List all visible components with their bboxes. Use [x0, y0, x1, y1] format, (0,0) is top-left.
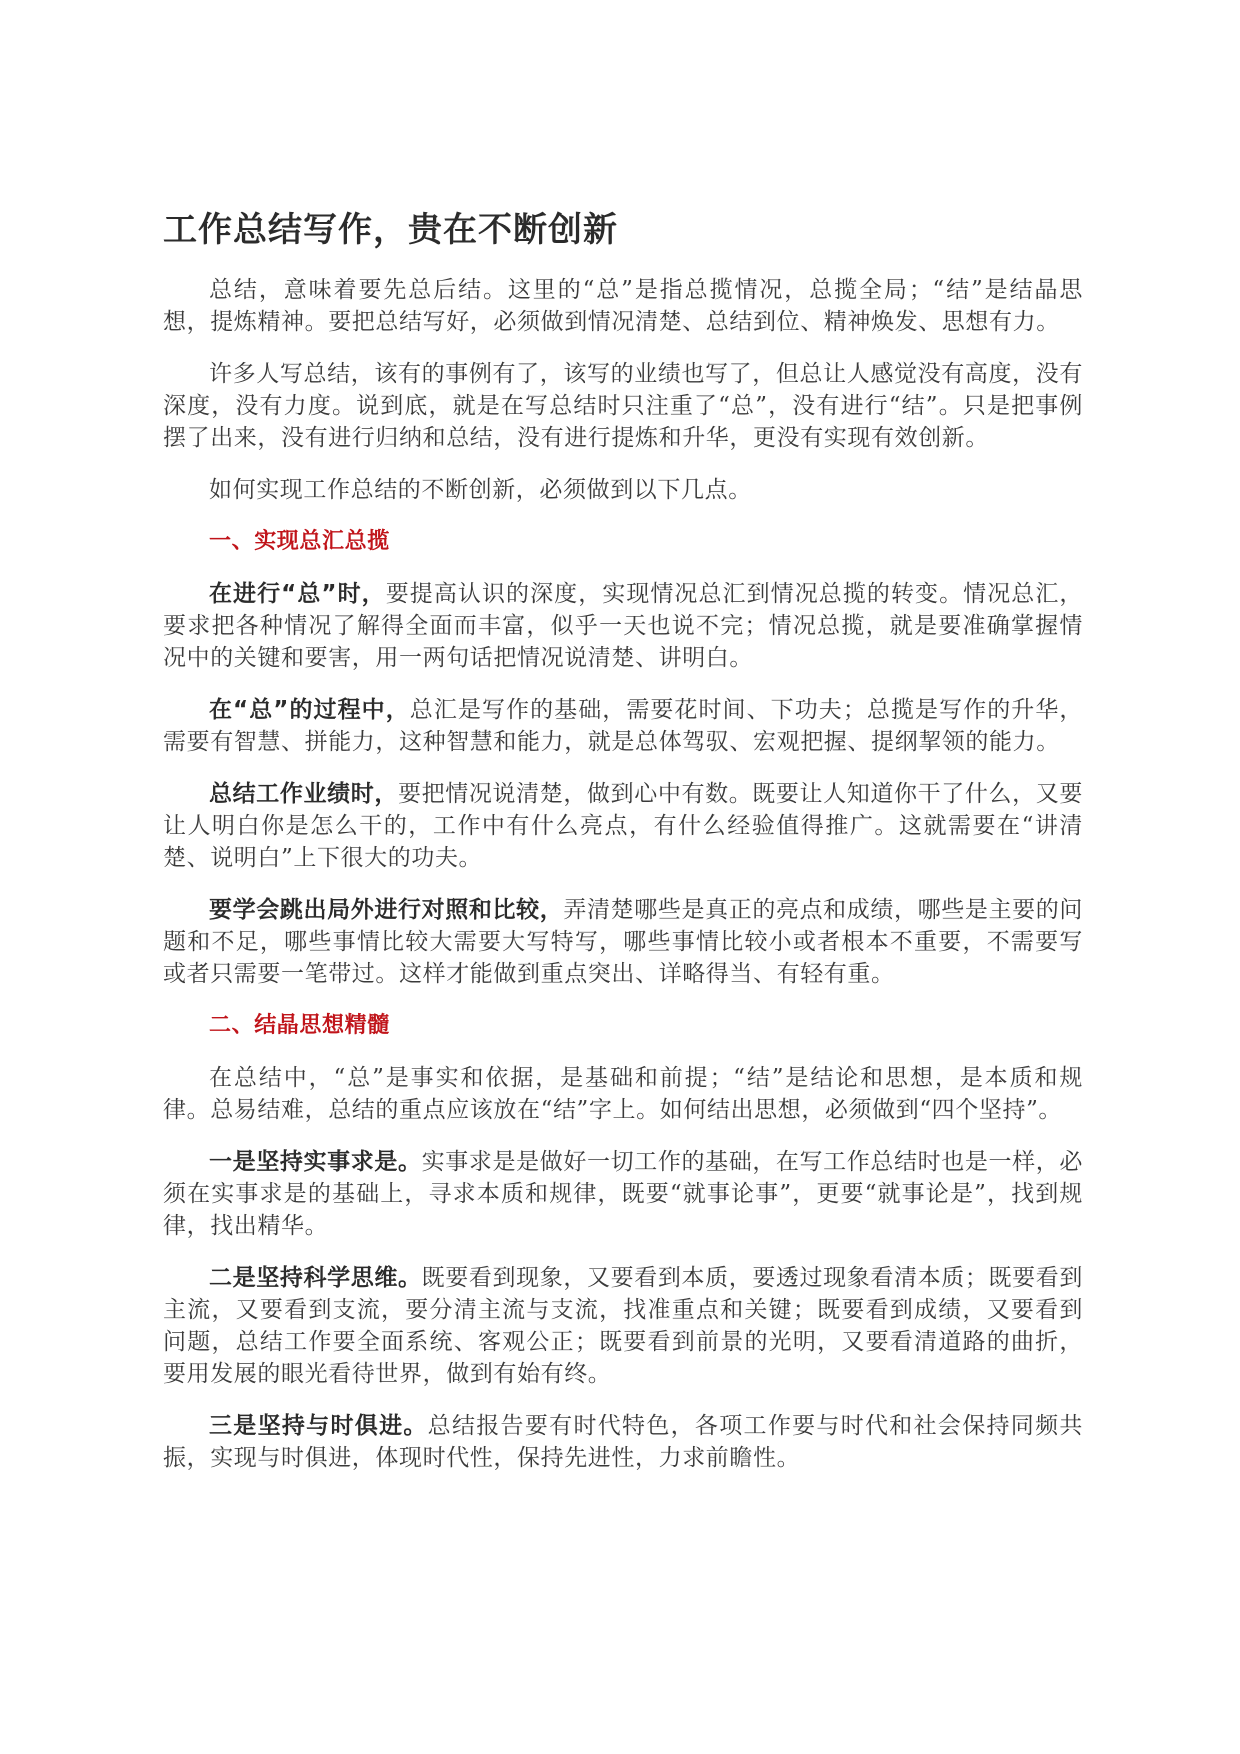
paragraph-text: 弄清楚哪些是真正的亮点和成绩，哪些是主要的问题和不足，哪些事情比较大需要大写特写，哪些事情比较小或者根本不重要，不需要写或者只需要一笔带过。这样才能做到重点突出、详略得当、有轻有重。 — [163, 897, 1084, 987]
paragraph-lead: 要学会跳出局外进行对照和比较， — [209, 897, 564, 923]
paragraph-lead: 在“总”的过程中， — [209, 697, 410, 723]
section1-paragraph-3 — [163, 778, 1083, 874]
paragraph-text: 要提高认识的深度，实现情况总汇到情况总揽的转变。情况总汇，要求把各种情况了解得全面而丰富，似乎一天也说不完；情况总揽，就是要准确掌握情况中的关键和要害，用一两句话把情况说清楚、讲明白。 — [163, 581, 1083, 671]
document-page — [163, 208, 1083, 1494]
intro-paragraph-1: 总结，意味着要先总后结。这里的“总”是指总揽情况，总揽全局；“结”是结晶思想，提炼精神。要把总结写好，必须做到情况清楚、总结到位、精神焕发、思想有力。 — [163, 277, 1083, 335]
paragraph-lead: 在进行“总”时， — [209, 581, 386, 607]
section1-paragraph-1 — [163, 578, 1083, 674]
paragraph-lead: 三是坚持与时俱进。 — [209, 1413, 428, 1439]
paragraph-text: 要把情况说清楚，做到心中有数。既要让人知道你干了什么，又要让人明白你是怎么干的，工作中有什么亮点，有什么经验值得推广。这就需要在“讲清楚、说明白”上下很大的功夫。 — [163, 781, 1083, 871]
paragraph-lead: 二是坚持科学思维。 — [209, 1265, 422, 1291]
paragraph-text: 既要看到现象，又要看到本质，要透过现象看清本质；既要看到主流，又要看到支流，要分清主流与支流，找准重点和关键；既要看到成绩，又要看到问题，总结工作要全面系统、客观公正；既要看到前景的光明，又要看清道路的曲折，要用发展的眼光看待世界，做到有始有终。 — [163, 1265, 1083, 1387]
section-heading-2: 二、结晶思想精髓 — [209, 1013, 390, 1038]
paragraph-text: 实事求是是做好一切工作的基础，在写工作总结时也是一样，必须在实事求是的基础上，寻求本质和规律，既要“就事论事”，更要“就事论是”，找到规律，找出精华。 — [163, 1149, 1083, 1239]
section2-paragraph-3 — [163, 1410, 1083, 1474]
intro-paragraph-3: 如何实现工作总结的不断创新，必须做到以下几点。 — [209, 477, 752, 503]
section2-paragraph-1 — [163, 1146, 1083, 1242]
paragraph-text: 总结报告要有时代特色，各项工作要与时代和社会保持同频共振，实现与时俱进，体现时代性，保持先进性，力求前瞻性。 — [163, 1413, 1083, 1471]
section2-intro: 在总结中，“总”是事实和依据，是基础和前提；“结”是结论和思想，是本质和规律。总易结难，总结的重点应该放在“结”字上。如何结出思想，必须做到“四个坚持”。 — [163, 1065, 1083, 1123]
paragraph-lead: 一是坚持实事求是。 — [209, 1149, 422, 1175]
section1-paragraph-4 — [163, 894, 1083, 990]
section2-paragraph-2 — [163, 1262, 1083, 1390]
page-title: 工作总结写作，贵在不断创新 — [163, 210, 618, 250]
paragraph-lead: 总结工作业绩时， — [209, 781, 398, 807]
paragraph-text: 总汇是写作的基础，需要花时间、下功夫；总揽是写作的升华，需要有智慧、拼能力，这种智慧和能力，就是总体驾驭、宏观把握、提纲挈领的能力。 — [163, 697, 1083, 755]
section-heading-1: 一、实现总汇总揽 — [209, 529, 390, 554]
section1-paragraph-2 — [163, 694, 1083, 758]
intro-paragraph-2: 许多人写总结，该有的事例有了，该写的业绩也写了，但总让人感觉没有高度，没有深度，没有力度。说到底，就是在写总结时只注重了“总”，没有进行“结”。只是把事例摆了出来，没有进行归纳和总结，没有进行提炼和升华，更没有实现有效创新。 — [163, 361, 1083, 451]
